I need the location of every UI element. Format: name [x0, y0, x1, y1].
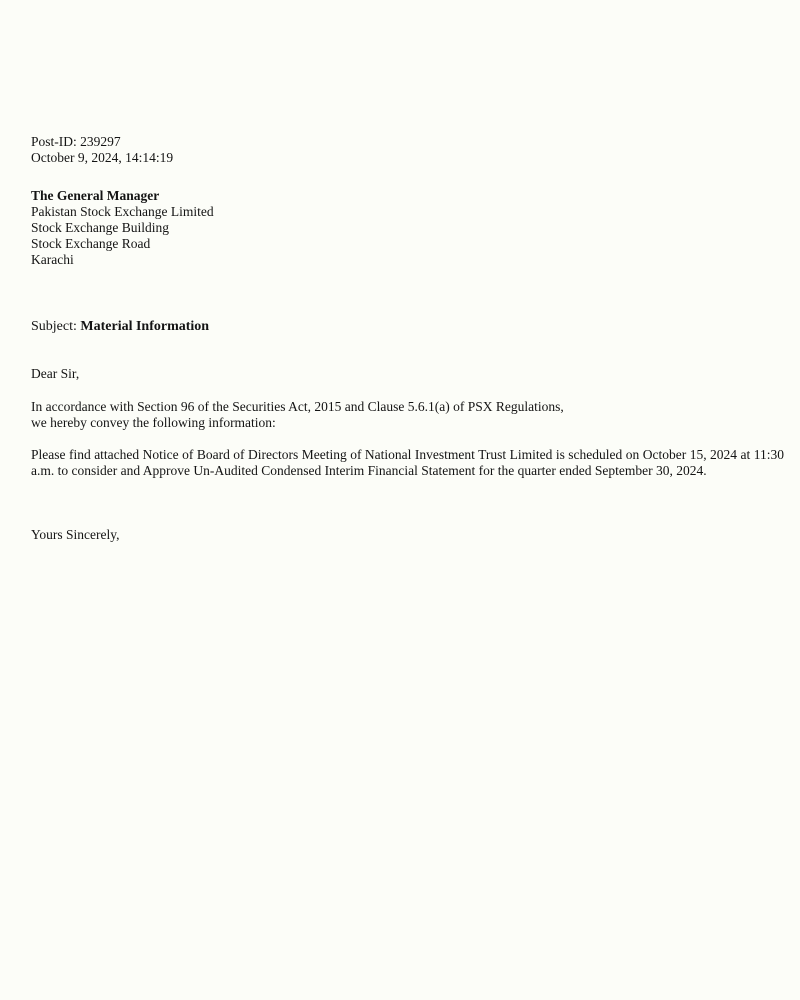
body-paragraph-regulations-line1: In accordance with Section 96 of the Securities Act, 2015 and Clause 5.6.1(a) of PSX Regulations, — [31, 399, 564, 414]
body-paragraph-regulations — [31, 399, 784, 431]
recipient-address-line: Pakistan Stock Exchange Limited — [31, 204, 214, 219]
subject-line — [31, 318, 784, 336]
recipient-title: The General Manager — [31, 188, 160, 203]
subject-value: Material Information — [80, 319, 210, 334]
recipient-address-line: Stock Exchange Building — [31, 220, 169, 235]
meta-block — [31, 134, 784, 166]
recipient-address-line: Karachi — [31, 252, 74, 267]
body-paragraph-regulations-line2: we hereby convey the following information: — [31, 415, 276, 430]
body-paragraph-notice: Please find attached Notice of Board of Directors Meeting of National Investment Trust Limited is scheduled on October 15, 2024 at 11:30 a.m. to consider and Approve Un-Audited Condensed Interim Financial Statement for the quarter ended September 30, 2024. — [31, 447, 784, 478]
post-datetime: October 9, 2024, 14:14:19 — [31, 150, 174, 165]
post-id: Post-ID: 239297 — [31, 134, 121, 149]
closing: Yours Sincerely, — [31, 527, 120, 542]
recipient-address-line: Stock Exchange Road — [31, 236, 151, 251]
recipient-address-block — [31, 188, 784, 268]
salutation: Dear Sir, — [31, 366, 80, 381]
subject-label: Subject: — [31, 319, 77, 334]
